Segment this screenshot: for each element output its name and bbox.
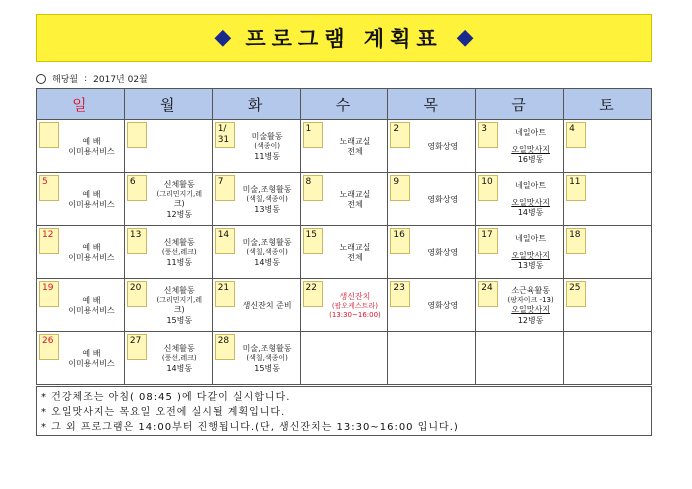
calendar-day-cell <box>564 226 652 279</box>
calendar-day-cell <box>564 332 652 385</box>
activity-line: 12병동 <box>517 315 544 325</box>
day-number: 5 <box>39 175 59 201</box>
title-banner <box>36 14 652 62</box>
day-activities <box>61 283 122 329</box>
calendar-day-cell <box>124 332 212 385</box>
calendar-day-cell <box>37 332 125 385</box>
note-line: * 건강체조는 아침( 08:45 )에 다같이 실시합니다. <box>41 392 291 403</box>
day-number: 16 <box>390 228 410 254</box>
activity-line: 전체 <box>347 147 363 156</box>
day-number: 17 <box>478 228 498 254</box>
day-activities <box>500 336 561 382</box>
day-number: 24 <box>478 281 498 307</box>
day-number: 13 <box>127 228 147 254</box>
activity-line: 신체활동 <box>163 238 195 248</box>
calendar-day-cell <box>212 226 300 279</box>
activity-line: 이미용서비스 <box>68 359 115 368</box>
activity-line: 영화상영 <box>427 141 459 151</box>
day-activities <box>149 230 210 276</box>
day-number: 23 <box>390 281 410 307</box>
activity-line: 미술활동 <box>251 132 283 142</box>
activity-line: 이미용서비스 <box>68 200 115 209</box>
day-activities <box>325 124 386 170</box>
activity-line: 12병동 <box>166 209 193 219</box>
day-activities <box>588 177 649 223</box>
activity-line: 전체 <box>347 200 363 209</box>
calendar-day-cell <box>388 226 476 279</box>
activity-line: 11병동 <box>166 257 193 267</box>
diamond-left-icon: ◆ <box>214 25 232 50</box>
calendar-day-cell <box>300 173 388 226</box>
calendar-day-cell <box>564 120 652 173</box>
day-activities <box>412 336 473 382</box>
day-activities <box>412 124 473 170</box>
calendar-week-row <box>37 226 652 279</box>
activity-line: 네일아트 <box>515 234 547 244</box>
activity-line: 신체활동 <box>163 179 195 189</box>
activity-line: (풍선,레크) <box>161 248 197 257</box>
calendar-day-cell <box>476 120 564 173</box>
day-number: 20 <box>127 281 147 307</box>
activity-line: 영화상영 <box>427 194 459 204</box>
calendar-day-cell <box>388 120 476 173</box>
page-title: 프로그램 계획표 <box>245 27 443 51</box>
activity-line: 이미용서비스 <box>68 253 115 262</box>
calendar-day-cell <box>37 173 125 226</box>
activity-line: (색종이) <box>254 142 280 151</box>
activity-line: (풍선,레크) <box>161 354 197 363</box>
note-line: * 오일맛사지는 목요일 오전에 실시될 계획입니다. <box>41 407 286 418</box>
activity-line: 생신잔치 준비 <box>242 300 292 310</box>
day-activities <box>237 124 298 170</box>
day-activities <box>61 177 122 223</box>
day-number: 11 <box>566 175 586 201</box>
calendar-day-cell <box>476 173 564 226</box>
calendar-day-cell <box>300 279 388 332</box>
calendar-day-cell <box>124 120 212 173</box>
diamond-right-icon: ◆ <box>456 25 474 50</box>
day-activities <box>412 177 473 223</box>
activity-line: 영화상영 <box>427 247 459 257</box>
activity-line: 크) <box>173 199 185 209</box>
circle-icon <box>36 74 46 84</box>
calendar-day-cell <box>388 279 476 332</box>
activity-line: 생신잔치 <box>339 291 371 301</box>
header-sat: 토 <box>564 89 652 120</box>
header-mon: 월 <box>124 89 212 120</box>
calendar-day-cell <box>300 120 388 173</box>
activity-line: (팡자이크 -13) <box>507 296 554 305</box>
activity-line: 예 배 <box>82 242 101 252</box>
day-activities <box>149 124 210 170</box>
activity-line: (그리민지기,레 <box>156 296 203 305</box>
day-activities <box>61 336 122 382</box>
day-number: 27 <box>127 334 147 360</box>
day-number: 4 <box>566 122 586 148</box>
month-value: 2017년 02월 <box>93 75 148 85</box>
activity-line: 미술,조형활동 <box>242 238 292 248</box>
month-separator: : <box>84 73 88 84</box>
month-row <box>36 72 148 85</box>
day-number: 3 <box>478 122 498 148</box>
day-activities <box>149 336 210 382</box>
day-activities <box>588 336 649 382</box>
day-number: 26 <box>39 334 59 360</box>
day-number: 22 <box>303 281 323 307</box>
calendar-day-cell <box>476 226 564 279</box>
day-activities <box>61 230 122 276</box>
header-fri: 금 <box>476 89 564 120</box>
activity-line: 네일아트 <box>515 128 547 138</box>
day-activities <box>325 336 386 382</box>
day-number: 18 <box>566 228 586 254</box>
activity-line: 소근육활동 <box>511 285 550 295</box>
activity-line: (색칠,색종이) <box>246 248 288 257</box>
day-number: 15 <box>303 228 323 254</box>
day-number: 1 <box>303 122 323 148</box>
activity-line: (팝오케스트라) <box>331 302 378 311</box>
calendar-week-row <box>37 332 652 385</box>
day-number: 19 <box>39 281 59 307</box>
day-activities <box>500 230 561 276</box>
day-number: 7 <box>215 175 235 201</box>
calendar-week-row <box>37 279 652 332</box>
activity-line: 미술,조형활동 <box>242 185 292 195</box>
day-activities <box>412 283 473 329</box>
calendar-day-cell <box>37 120 125 173</box>
header-tue: 화 <box>212 89 300 120</box>
day-activities <box>237 230 298 276</box>
calendar-day-cell <box>37 226 125 279</box>
day-number: 6 <box>127 175 147 201</box>
activity-line: (색칠,색종이) <box>246 195 288 204</box>
calendar-day-cell <box>388 173 476 226</box>
activity-line: (그리민지기,레 <box>156 190 203 199</box>
notes-box <box>36 386 652 436</box>
day-activities <box>588 283 649 329</box>
activity-line: 오일맛사지 <box>511 197 550 207</box>
activity-line: (색칠,색종이) <box>246 354 288 363</box>
calendar-day-cell <box>124 173 212 226</box>
calendar-day-cell <box>212 332 300 385</box>
activity-line: 노래교실 <box>339 189 371 199</box>
activity-line: 15병동 <box>254 363 280 373</box>
day-activities <box>149 283 210 329</box>
calendar-table <box>36 88 652 385</box>
day-number: 1/ 31 <box>215 122 235 148</box>
activity-line: 미술,조형활동 <box>242 344 292 354</box>
day-activities <box>149 177 210 223</box>
activity-line: 14병동 <box>254 257 280 267</box>
calendar-day-cell <box>212 173 300 226</box>
calendar-day-cell <box>37 279 125 332</box>
day-activities <box>325 177 386 223</box>
day-activities <box>61 124 122 170</box>
activity-line: (13:30~16:00) <box>329 311 381 320</box>
calendar-header-row <box>37 89 652 120</box>
month-label: 해당월 <box>52 75 79 85</box>
calendar-day-cell <box>564 173 652 226</box>
activity-line: 신체활동 <box>163 344 195 354</box>
calendar-day-cell <box>476 279 564 332</box>
day-activities <box>588 230 649 276</box>
day-activities <box>412 230 473 276</box>
day-activities <box>237 336 298 382</box>
calendar-day-cell <box>212 120 300 173</box>
header-sun: 일 <box>37 89 125 120</box>
calendar-day-cell <box>476 332 564 385</box>
activity-line: 예 배 <box>82 189 101 199</box>
activity-line: 예 배 <box>82 348 101 358</box>
day-activities <box>500 283 561 329</box>
day-number: 14 <box>215 228 235 254</box>
activity-line: 13병동 <box>517 261 544 271</box>
day-number: 28 <box>215 334 235 360</box>
day-number: 25 <box>566 281 586 307</box>
activity-line: 13병동 <box>254 204 280 214</box>
day-activities <box>325 283 386 329</box>
activity-line: 이미용서비스 <box>68 306 115 315</box>
day-number: 9 <box>390 175 410 201</box>
activity-line: 11병동 <box>254 151 280 161</box>
calendar-day-cell <box>300 332 388 385</box>
activity-line: 14병동 <box>166 363 193 373</box>
calendar-day-cell <box>564 279 652 332</box>
activity-line: 전체 <box>347 253 363 262</box>
activity-line: 14병동 <box>517 208 544 218</box>
calendar-week-row <box>37 120 652 173</box>
activity-line: 이미용서비스 <box>68 147 115 156</box>
day-activities <box>237 177 298 223</box>
calendar-day-cell <box>124 226 212 279</box>
day-number <box>127 122 147 148</box>
day-activities <box>500 177 561 223</box>
activity-line: 예 배 <box>82 295 101 305</box>
day-number: 10 <box>478 175 498 201</box>
calendar-day-cell <box>300 226 388 279</box>
activity-line: 예 배 <box>82 136 101 146</box>
calendar-day-cell <box>124 279 212 332</box>
activity-line: 15병동 <box>166 315 193 325</box>
header-wed: 수 <box>300 89 388 120</box>
day-number: 21 <box>215 281 235 307</box>
activity-line: 크) <box>173 305 185 315</box>
day-activities <box>325 230 386 276</box>
day-number: 8 <box>303 175 323 201</box>
day-activities <box>500 124 561 170</box>
header-thu: 목 <box>388 89 476 120</box>
activity-line: 네일아트 <box>515 181 547 191</box>
day-activities <box>588 124 649 170</box>
activity-line: 신체활동 <box>163 285 195 295</box>
activity-line: 16병동 <box>517 155 544 165</box>
day-number: 12 <box>39 228 59 254</box>
activity-line: 영화상영 <box>427 300 459 310</box>
activity-line: 노래교실 <box>339 242 371 252</box>
calendar-week-row <box>37 173 652 226</box>
activity-line: 오일맛사지 <box>511 144 550 154</box>
day-number: 2 <box>390 122 410 148</box>
calendar-day-cell <box>388 332 476 385</box>
activity-line: 오일맛사지 <box>511 305 550 315</box>
day-activities <box>237 283 298 329</box>
day-number <box>39 122 59 148</box>
activity-line: 오일맛사지 <box>511 250 550 260</box>
calendar-day-cell <box>212 279 300 332</box>
activity-line: 노래교실 <box>339 136 371 146</box>
note-line: * 그 외 프로그램은 14:00부터 진행됩니다.(단, 생신잔치는 13:30~16:00 입니다.) <box>41 422 459 433</box>
